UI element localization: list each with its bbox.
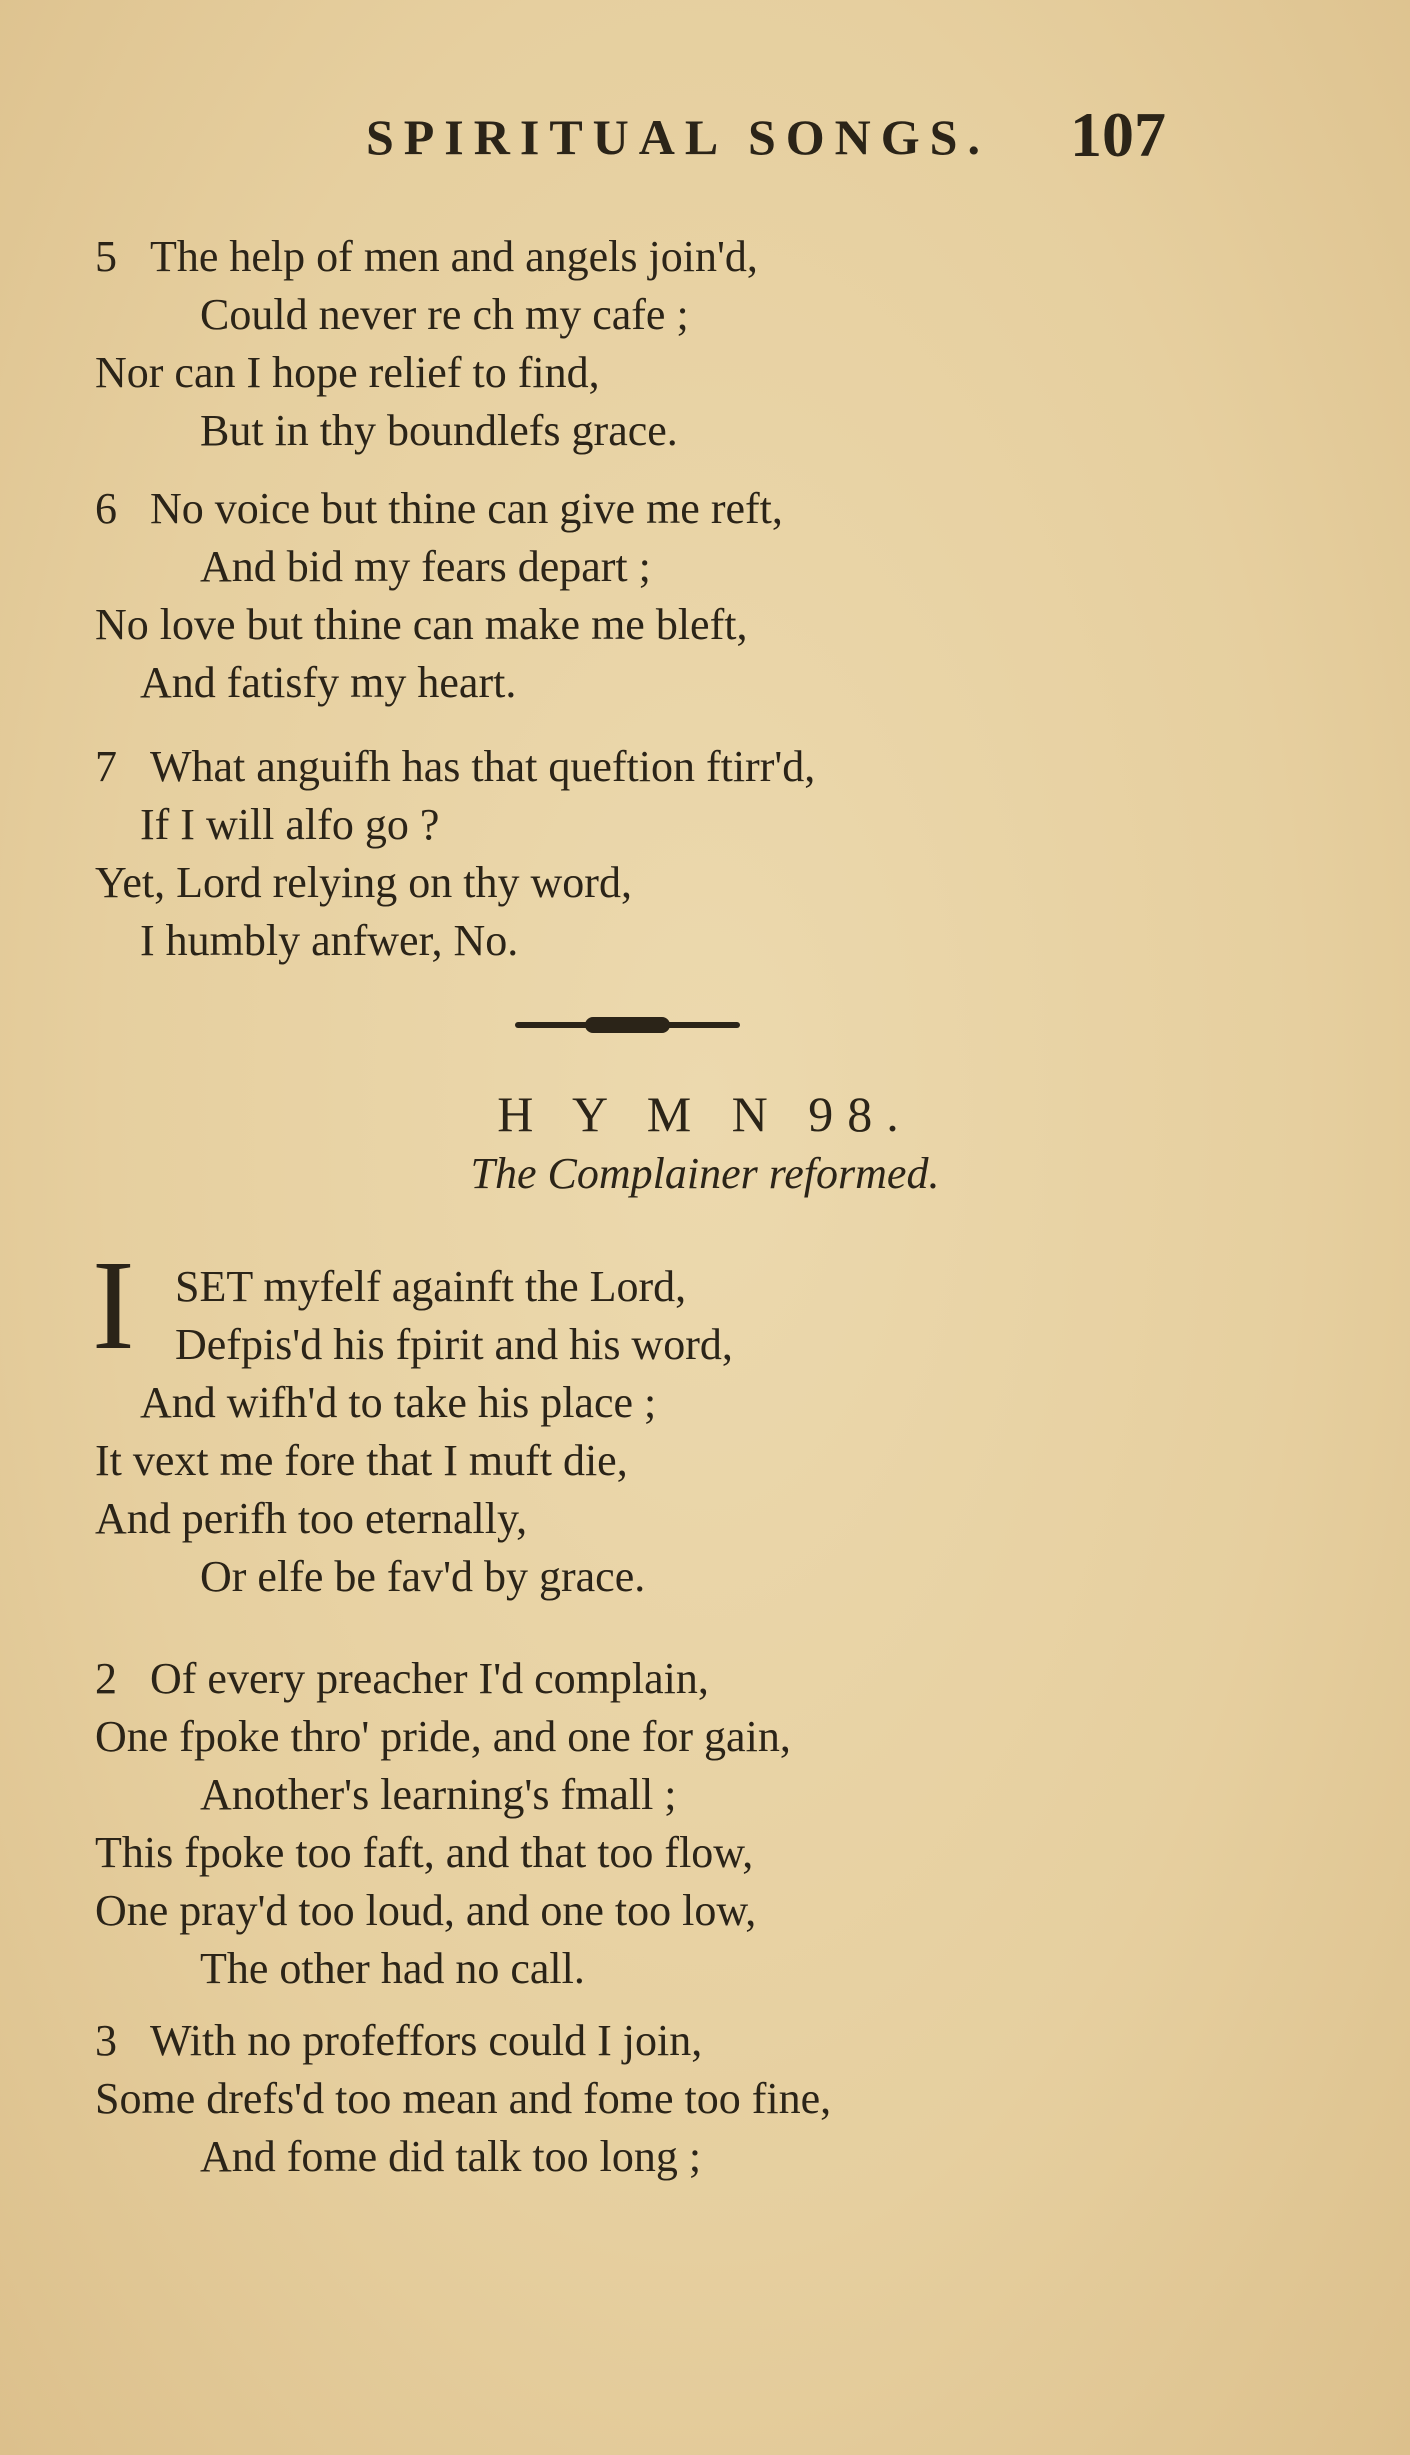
page-number: 107 <box>1070 99 1166 170</box>
verse-number: 5 <box>95 232 117 281</box>
verse-number: 6 <box>95 484 117 533</box>
verse-line: And perifh too eternally, <box>95 1494 528 1543</box>
verse-line: No voice but thine can give me reft, <box>150 484 783 533</box>
verse-line: If I will alfo go ? <box>140 800 440 849</box>
verse-line: Nor can I hope relief to find, <box>95 348 600 397</box>
stanza-2 <box>95 1650 1295 1998</box>
stanza-1 <box>95 1258 1295 1606</box>
running-head: SPIRITUAL SONGS. <box>365 109 990 165</box>
verse-line: Could never re ch my cafe ; <box>200 290 689 339</box>
hymn-title: H Y M N 98. <box>497 1086 913 1142</box>
verse-number: 3 <box>95 2016 117 2065</box>
stanza-3 <box>95 2012 1295 2186</box>
verse-number: 7 <box>95 742 117 791</box>
verse-line: I humbly anfwer, No. <box>140 916 519 965</box>
verse-line: Some drefs'd too mean and fome too fine, <box>95 2074 832 2123</box>
verse-line: And bid my fears depart ; <box>200 542 651 591</box>
verse-line: It vext me fore that I muft die, <box>95 1436 628 1485</box>
verse-line: The other had no call. <box>200 1944 585 1993</box>
verse-line: And fome did talk too long ; <box>200 2132 702 2181</box>
verse-line: Or elfe be fav'd by grace. <box>200 1552 646 1601</box>
verse-line: The help of men and angels join'd, <box>150 232 758 281</box>
verse-5 <box>95 228 1295 460</box>
verse-line: SET myfelf againft the Lord, <box>175 1262 687 1311</box>
verse-line: One pray'd too loud, and one too low, <box>95 1886 757 1935</box>
hymn-subtitle: The Complainer reformed. <box>470 1149 940 1198</box>
verse-6 <box>95 480 1295 712</box>
verse-line: Defpis'd his fpirit and his word, <box>175 1320 733 1369</box>
verse-line: No love but thine can make me bleft, <box>95 600 748 649</box>
verse-line: This fpoke too faft, and that too flow, <box>95 1828 754 1877</box>
verse-line: And fatisfy my heart. <box>140 658 517 707</box>
drop-cap: I <box>92 1234 135 1376</box>
verse-line: Yet, Lord relying on thy word, <box>95 858 632 907</box>
verse-line: With no profeffors could I join, <box>150 2016 703 2065</box>
verse-7 <box>95 738 1295 970</box>
ornamental-rule-center <box>585 1017 670 1033</box>
verse-line: One fpoke thro' pride, and one for gain, <box>95 1712 791 1761</box>
verse-line: And wifh'd to take his place ; <box>140 1378 657 1427</box>
verse-line: But in thy boundlefs grace. <box>200 406 678 455</box>
verse-line: Of every preacher I'd complain, <box>150 1654 709 1703</box>
verse-line: What anguifh has that queftion ftirr'd, <box>150 742 816 791</box>
verse-line: Another's learning's fmall ; <box>200 1770 677 1819</box>
verse-number: 2 <box>95 1654 117 1703</box>
